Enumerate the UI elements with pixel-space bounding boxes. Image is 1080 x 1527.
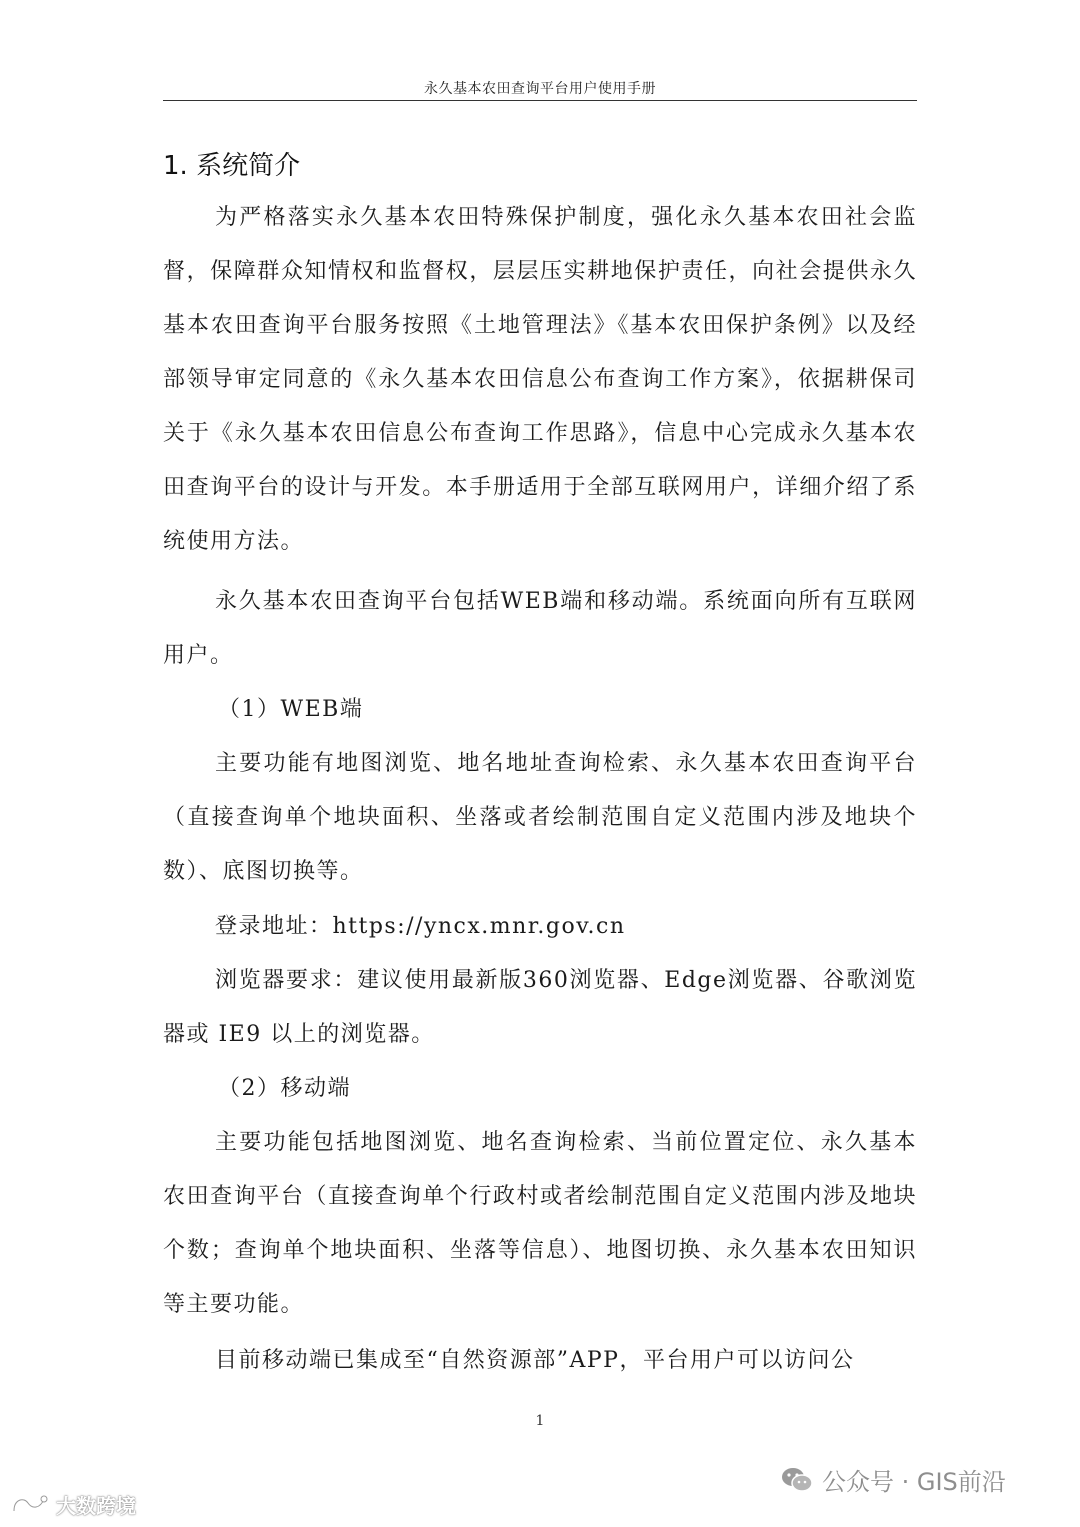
- web-features-paragraph: 主要功能有地图浏览、地名地址查询检索、永久基本农田查询平台（直接查询单个地块面积、坐落或者绘制范围自定义范围内涉及地块个数）、底图切换等。: [163, 751, 917, 884]
- section-title: 1. 系统简介: [163, 151, 301, 181]
- page-header: 永久基本农田查询平台用户使用手册: [424, 81, 656, 97]
- header-divider: [163, 100, 917, 101]
- mobile-features-paragraph: 主要功能包括地图浏览、地名查询检索、当前位置定位、永久基本农田查询平台（直接查询单个行政村或者绘制范围自定义范围内涉及地块个数；查询单个地块面积、坐落等信息）、地图切换、永久基本农田知识等主要功能。: [163, 1130, 917, 1317]
- logo-icon: [10, 1493, 50, 1517]
- brand-watermark: [10, 1490, 136, 1519]
- page-number: 1: [535, 1413, 545, 1429]
- brand-watermark-text: 大数跨境: [56, 1494, 136, 1518]
- web-heading: （1）WEB端: [218, 697, 364, 722]
- mobile-heading: （2）移动端: [218, 1076, 351, 1101]
- login-address: 登录地址：https://yncx.mnr.gov.cn: [215, 914, 626, 939]
- browser-requirement: 浏览器要求：建议使用最新版360浏览器、Edge浏览器、谷歌浏览器或 IE9 以上的浏览器。: [163, 968, 917, 1047]
- platform-paragraph: 永久基本农田查询平台包括WEB端和移动端。系统面向所有互联网用户。: [163, 589, 917, 668]
- mobile-app-paragraph: 目前移动端已集成至“自然资源部”APP，平台用户可以访问公: [215, 1348, 855, 1373]
- intro-paragraph: 为严格落实永久基本农田特殊保护制度，强化永久基本农田社会监督，保障群众知情权和监督权，层层压实耕地保护责任，向社会提供永久基本农田查询平台服务按照《土地管理法》《基本农田保护条例》以及经部领导审定同意的《永久基本农田信息公布查询工作方案》，依据耕保司关于《永久基本农田信息公布查询工作思路》，信息中心完成永久基本农田查询平台的设计与开发。本手册适用于全部互联网用户，详细介绍了系统使用方法。: [163, 205, 917, 554]
- wechat-icon: [780, 1465, 814, 1495]
- wechat-watermark-text: 公众号 · GIS前沿: [822, 1468, 1006, 1496]
- wechat-watermark: [780, 1462, 1006, 1497]
